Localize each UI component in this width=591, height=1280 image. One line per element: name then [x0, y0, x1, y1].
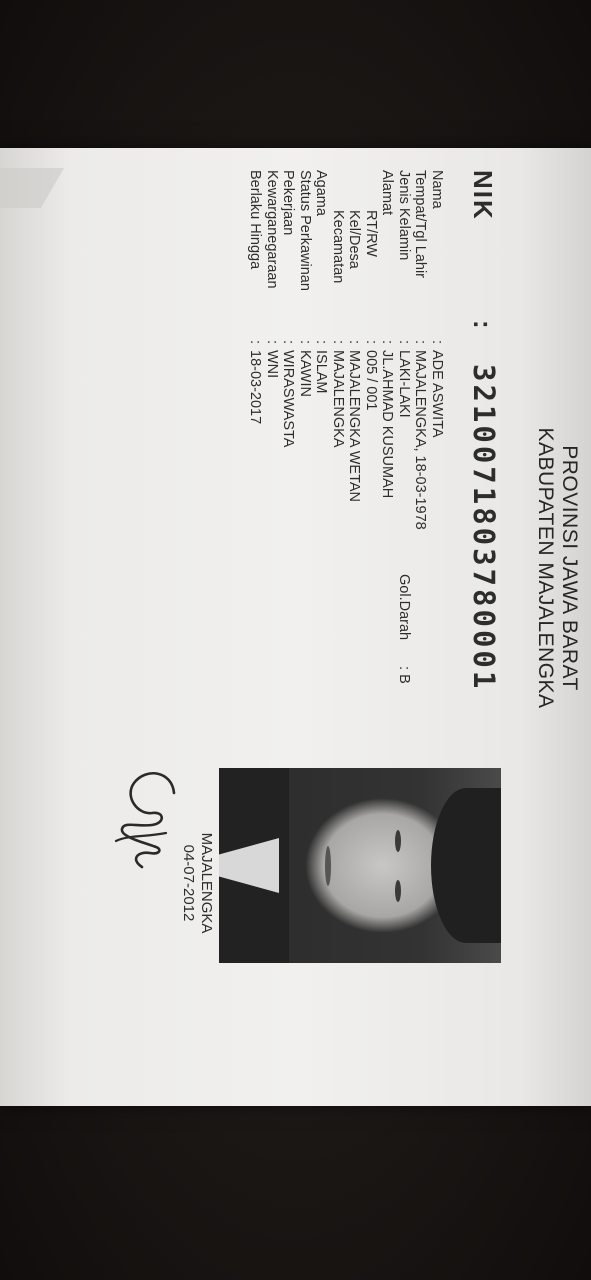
field-label: Jenis Kelamin [396, 170, 412, 261]
issue-date: 04-07-2012 [180, 844, 197, 922]
ktp-card-content [111, 148, 591, 1088]
field-separator: : [412, 340, 429, 345]
field-value: WIRASWASTA [280, 350, 297, 448]
field-kecamatan [330, 170, 347, 750]
field-separator: : [264, 340, 280, 345]
field-separator: : [280, 340, 297, 345]
nik-separator: : [468, 320, 498, 331]
field-nama [429, 170, 446, 750]
field-separator: : [379, 340, 396, 345]
field-value: 18-03-2017 [247, 350, 264, 425]
field-separator: : [396, 340, 412, 345]
field-value: MAJALENGKA, 18-03-1978 [412, 350, 429, 530]
field-label: RT/RW [363, 210, 379, 257]
field-rt-rw [363, 170, 380, 750]
field-value: ADE ASWITA [429, 350, 445, 438]
field-separator: : [363, 340, 379, 345]
nik-value: 3210071803780001 [467, 364, 501, 692]
field-berlaku-hingga [247, 170, 264, 750]
gol-darah-label: Gol.Darah [396, 574, 412, 641]
regency-title: KABUPATEN MAJALENGKA [534, 427, 557, 709]
field-separator: : [429, 340, 445, 345]
field-label: Tempat/Tgl Lahir [412, 170, 429, 278]
field-label: Status Perkawinan [297, 170, 313, 291]
field-value: MAJALENGKA WETAN [346, 350, 363, 503]
field-pekerjaan [280, 170, 297, 750]
field-label: Alamat [379, 170, 396, 216]
field-separator: : [330, 340, 346, 345]
folded-corner [0, 168, 64, 208]
field-value: KAWIN [297, 350, 313, 397]
field-value: 005 / 001 [363, 350, 379, 411]
field-status-perkawinan [297, 170, 314, 750]
field-label: Berlaku Hingga [247, 170, 264, 270]
field-separator: : [247, 340, 264, 345]
field-tempat-tgl-lahir [412, 170, 429, 750]
id-photo [219, 768, 501, 963]
field-agama [313, 170, 330, 750]
id-card-photocopy [0, 148, 591, 1106]
field-separator: : [313, 340, 330, 345]
field-label: Kecamatan [330, 210, 346, 284]
field-separator: : [346, 340, 363, 345]
field-value: LAKI-LAKI [396, 350, 412, 418]
field-kewarganegaraan [264, 170, 281, 750]
field-value: JL.AHMAD KUSUMAH [379, 350, 396, 499]
signature-icon [111, 763, 186, 873]
field-separator: : [297, 340, 313, 345]
field-jenis-kelamin [396, 170, 413, 750]
province-title: PROVINSI JAWA BARAT [558, 445, 581, 691]
field-label: Nama [429, 170, 445, 209]
field-label: Kel/Desa [346, 210, 363, 269]
gol-darah-value: : B [396, 666, 412, 684]
field-label: Kewarganegaraan [264, 170, 280, 289]
field-alamat [379, 170, 396, 750]
field-value: ISLAM [313, 350, 330, 394]
field-value: WNI [264, 350, 280, 379]
field-value: MAJALENGKA [330, 350, 346, 448]
field-label: Pekerjaan [280, 170, 297, 236]
field-label: Agama [313, 170, 330, 216]
identity-fields [247, 170, 445, 750]
nik-label: NIK [468, 170, 498, 221]
field-kel-desa [346, 170, 363, 750]
issue-place: MAJALENGKA [198, 832, 215, 934]
nik-row [467, 170, 501, 691]
